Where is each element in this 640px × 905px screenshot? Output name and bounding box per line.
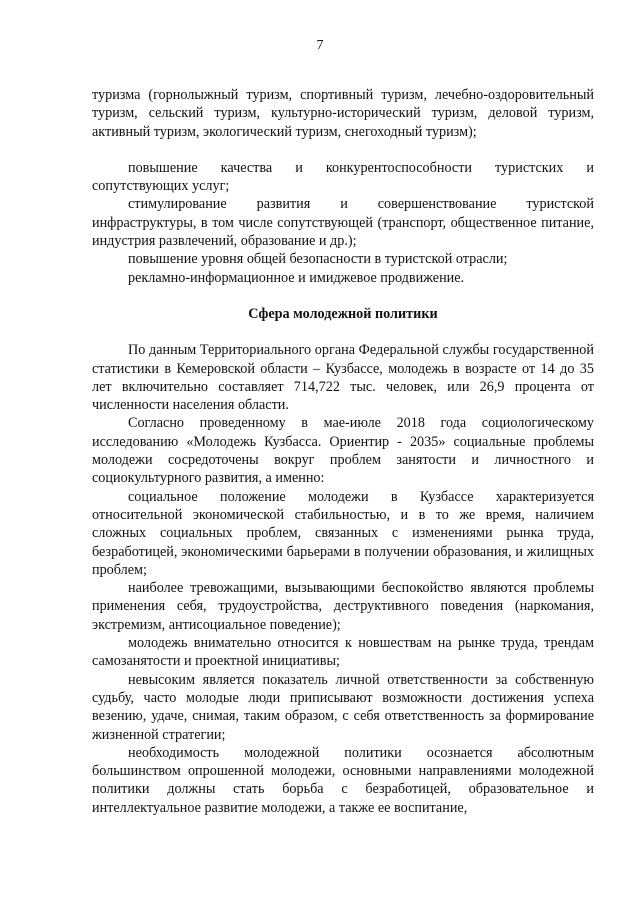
document-body	[92, 86, 594, 817]
tourism-list-item: повышение уровня общей безопасности в туристской отрасли;	[128, 251, 508, 268]
tourism-list-item: рекламно-информационное и имиджевое продвижение.	[128, 269, 465, 286]
paragraph-spacer	[92, 141, 594, 159]
tourism-list-item: повышение качества и конкурентоспособности туристских и сопутствующих услуг;	[92, 159, 594, 195]
paragraph-spacer	[92, 323, 594, 341]
youth-paragraph: По данным Территориального органа Федеральной службы государственной статистики в Кемеровской области – Кузбассе, молодежь в возрасте от 14 до 35 лет включительно составляет 714,722 тыс. человек, или 26,9 процента от численности населения области.	[92, 342, 594, 414]
youth-list-item: наиболее тревожащими, вызывающими беспокойство являются проблемы применения себя, трудоустройства, деструктивного поведения (наркомания, экстремизм, антисоциальное поведение);	[92, 580, 594, 633]
youth-list-item: социальное положение молодежи в Кузбассе характеризуется относительной экономической стабильностью, и в то же время, наличием сложных социальных проблем, связанных с изменениями рынка труда, безработицей, экономическими барьерами в получении образования, и жилищных проблем;	[92, 488, 594, 578]
paragraph-spacer	[92, 287, 594, 305]
tourism-continuation-paragraph: туризма (горнолыжный туризм, спортивный туризм, лечебно-оздоровительный туризм, сельский туризм, культурно-исторический туризм, деловой туризм, активный туризм, экологический туризм, снегоходный туризм);	[92, 87, 594, 140]
page-number: 7	[316, 38, 324, 53]
tourism-list-item: стимулирование развития и совершенствование туристской инфраструктуры, в том числе сопутствующей (транспорт, общественное питание, индустрия развлечений, образование и др.);	[92, 196, 594, 250]
youth-paragraph: Согласно проведенному в мае-июле 2018 года социологическому исследованию «Молодежь Кузбасса. Ориентир - 2035» социальные проблемы молодежи сосредоточены вокруг проблем занятости и личностного и социокультурного развития, а именно:	[92, 415, 594, 487]
section-heading: Сфера молодежной политики	[248, 305, 438, 322]
youth-list-item: необходимость молодежной политики осознается абсолютным большинством опрошенной молодежи, основными направлениями молодежной политики должны стать борьба с безработицей, образовательное и интеллектуальное развитие молодежи, а также ее воспитание,	[92, 744, 594, 816]
youth-list-item: невысоким является показатель личной ответственности за собственную судьбу, часто молодые люди приписывают возможности достижения успеха везению, удаче, снимая, таким образом, с себя ответственность за формирование жизненной стратегии;	[92, 671, 594, 743]
youth-list-item: молодежь внимательно относится к новшествам на рынке труда, трендам самозанятости и проектной инициативы;	[92, 635, 594, 670]
